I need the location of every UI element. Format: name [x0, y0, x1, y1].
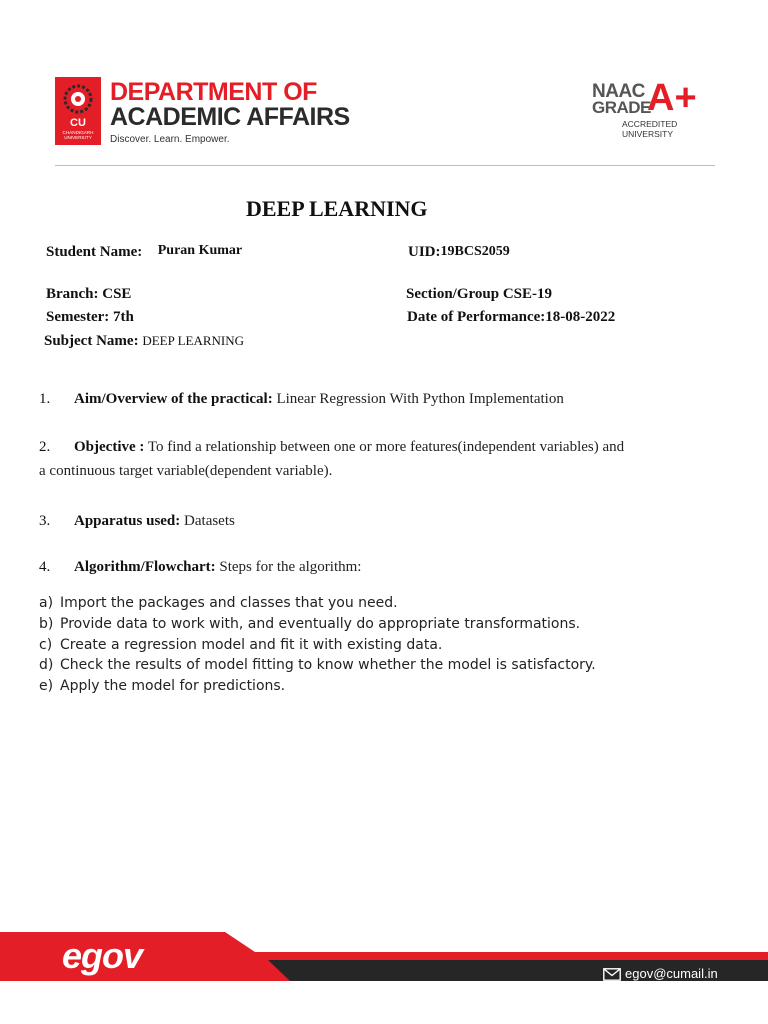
- footer-email[interactable]: egov@cumail.in: [625, 966, 718, 981]
- subject-label: Subject Name:: [44, 333, 139, 349]
- list-item-aim: [39, 388, 564, 410]
- item-label: Apparatus used:: [74, 513, 181, 529]
- section-field: [406, 285, 552, 303]
- semester-label: Semester:: [46, 309, 110, 325]
- step-text: Apply the model for predictions.: [60, 678, 286, 695]
- item-number: 4.: [39, 559, 51, 575]
- uid-field: [408, 243, 510, 262]
- item-number: 2.: [39, 439, 51, 455]
- mail-icon: [603, 968, 621, 981]
- date-value: 18-08-2022: [545, 309, 616, 325]
- naac-grade-label: GRADE: [592, 98, 651, 117]
- step-letter: c): [39, 636, 53, 653]
- item-number: 3.: [39, 513, 51, 529]
- branch-label: Branch:: [46, 286, 99, 302]
- uid-label: UID:: [408, 244, 441, 260]
- list-item: [39, 655, 596, 676]
- branch-field: [46, 285, 131, 303]
- subject-field: [44, 332, 244, 350]
- student-name-field: [46, 243, 242, 262]
- item-label: Aim/Overview of the practical:: [74, 391, 273, 407]
- list-item: [39, 635, 596, 656]
- step-letter: e): [39, 678, 54, 695]
- list-item: [39, 676, 596, 697]
- page-title: DEEP LEARNING: [246, 196, 428, 221]
- uid-value: 19BCS2059: [440, 244, 510, 259]
- list-item-apparatus: [39, 510, 235, 532]
- student-name-label: Student Name:: [46, 244, 143, 260]
- logo-cu-text: CU: [70, 117, 86, 129]
- step-text: Check the results of model fitting to know whether the model is satisfactory.: [60, 657, 596, 674]
- list-item: [39, 614, 596, 635]
- step-text: Import the packages and classes that you need.: [60, 595, 398, 611]
- list-item: [39, 593, 596, 614]
- item-text: Datasets: [184, 513, 235, 529]
- step-text: Provide data to work with, and eventually do appropriate transformations.: [60, 615, 581, 632]
- step-letter: d): [39, 657, 54, 674]
- naac-text: NAAC: [592, 81, 645, 102]
- date-field: [407, 308, 615, 326]
- department-title-line1: DEPARTMENT OF: [110, 78, 317, 106]
- egov-logo: egov: [62, 935, 143, 976]
- chakra-icon: [60, 81, 96, 117]
- item-text: Linear Regression With Python Implementation: [276, 391, 564, 407]
- algorithm-steps: [39, 593, 596, 697]
- naac-logo: [592, 77, 716, 139]
- section-value: CSE-19: [502, 286, 553, 302]
- section-label: Section/Group: [406, 286, 500, 302]
- naac-accredited-text: ACCREDITED UNIVERSITY: [622, 119, 678, 139]
- department-title-line2: ACADEMIC AFFAIRS: [110, 103, 350, 131]
- item-text: To find a relationship between one or more features(independent variables) and: [147, 439, 625, 455]
- step-letter: b): [39, 615, 54, 632]
- header-divider: [55, 165, 715, 166]
- university-logo: [55, 77, 101, 145]
- step-letter: a): [39, 595, 54, 611]
- list-item-algorithm: [39, 556, 361, 578]
- item-label: Algorithm/Flowchart:: [74, 559, 216, 575]
- semester-field: [46, 308, 134, 326]
- semester-value: 7th: [113, 309, 134, 325]
- item-text: Steps for the algorithm:: [219, 559, 362, 575]
- step-text: Create a regression model and fit it with existing data.: [60, 636, 443, 653]
- tagline: Discover. Learn. Empower.: [110, 134, 230, 145]
- logo-university-text: CHANDIGARH UNIVERSITY: [62, 130, 94, 140]
- naac-grade-value: A+: [647, 77, 697, 119]
- date-label: Date of Performance:: [407, 309, 546, 325]
- list-item-objective: [39, 436, 624, 458]
- item-label: Objective :: [74, 439, 145, 455]
- item-text-continued: a continuous target variable(dependent variable).: [39, 463, 333, 479]
- student-name-value: Puran Kumar: [157, 243, 243, 258]
- item-number: 1.: [39, 391, 51, 407]
- subject-value: DEEP LEARNING: [142, 333, 245, 348]
- branch-value: CSE: [102, 286, 132, 302]
